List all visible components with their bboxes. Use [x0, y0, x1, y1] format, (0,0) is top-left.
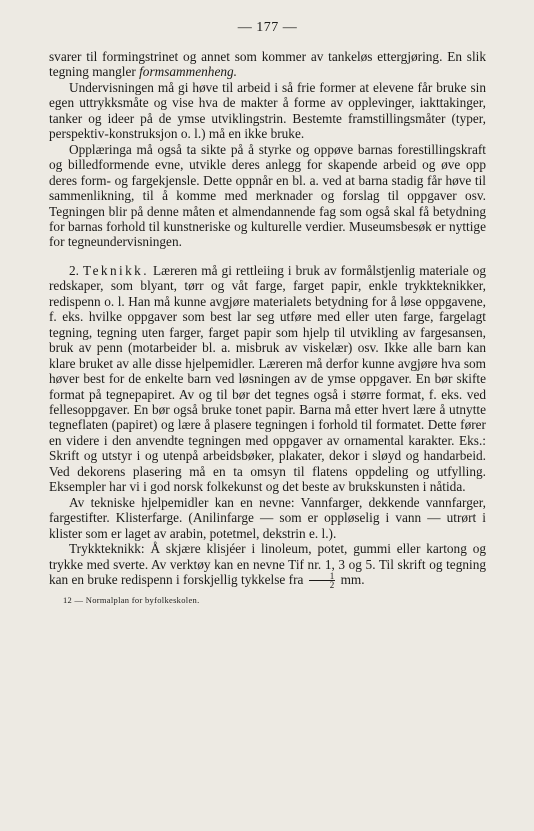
body-text	[49, 49, 486, 589]
paragraph-trykkteknikk-end: mm.	[340, 571, 365, 587]
paragraph-1-text: svarer til formingstrinet og annet som kommer av tankeløs ettergjøring. En slik tegning mangler	[49, 49, 486, 80]
fraction-numerator: 1	[309, 572, 336, 581]
paragraph-trykkteknikk-text: Trykkteknikk: Å skjære klisjéer i linoleum, potet, gummi eller kartong og trykke med sverte. Av verktøy kan en nevne Tif nr. 1, 3 og 5. Til skrift og tegning kan en bruke redispenn i forskjellig tykkelse fra	[49, 541, 486, 587]
paragraph-2: Undervisningen må gi høve til arbeid i så frie former at elevene får bruke sin egen uttrykksmåte og vise hva de makter å forme av opplevinger, iakttakinger, tanker og ideer på de ymse utviklingstrin. Bestemte framstillingsmåter (typer, perspektiv-konstruksjon o. l.) må en ikke bruke.	[49, 79, 486, 142]
paragraph-hjelpemidler: Av tekniske hjelpemidler kan en nevne: Vannfarger, dekkende vannfarger, fargestifter. Klisterfarge. (Anilinfarge — som er oppløselig i vann — utrørt i klister som er laget av arabin, potetmel, dekstrin e. l.).	[49, 494, 486, 541]
footnote: 12 — Normalplan for byfolkeskolen.	[63, 595, 200, 606]
paragraph-3: Opplæringa må også ta sikte på å styrke og oppøve barnas forestillingskraft og billedformende evne, utvikle deres anlegg for skapende arbeid og øve opp deres form- og fargekjensle. Dette oppnår en bl. a. ved at barna stadig får høve til sammenlikning, til å komme med merknader og forslag til oppgaver osv. Tegningen blir på denne måten et almendannende fag som også skal få betydning for barnas forhold til kunstneriske og kulturelle verdier. Museumsbesøk er nyttige for tegneundervisningen.	[49, 141, 486, 250]
paragraph-1	[49, 49, 486, 80]
paragraph-teknikk-text: Læreren må gi rettleiing i bruk av formålstjenlig materiale og redskaper, som blyant, tørr og våt farge, farget papir, enkle trykkteknikker, redispenn o. l. Han må kunne avgjøre materialets betydning for å løse oppgavene, f. eks. hvilke oppgaver som best lar seg utføre med eller uten farge, fargelagt tegning, tegning uten farger, farget papir som hjelp til utvikling av fargesansen, bruk av penn (motarbeider bl. a. misbruk av viskelær) osv. Ikke alle barn kan klare bruket av alle disse hjelpemidler. Læreren må derfor kunne avgjøre hva som høver best for de enkelte barn ved løsningen av de ymse oppgaver. En bør skifte format på tegnepapiret. Av og til bør det tegnes også i større format, f. eks. ved fellesoppgaver. En bør også bruke tonet papir. Barna må etter hvert lære å utnytte tegneflaten (papiret) og lære å plasere tegningen i forhold til formatet. Dette fører en videre i den anvendte tegningen med oppgaver av ornamental karakter. Eks.: Skrift og utstyr i og utenpå arbeidsbøker, plakater, dekor i sløyd og handarbeid. Ved dekorens plasering må en ta omsyn til flatens oppdeling og utfylling. Eksempler har vi i god norsk folkekunst og det beste av brukskunsten i nåtida.	[49, 262, 487, 495]
fraction-denominator: 2	[329, 580, 335, 591]
paragraph-trykkteknikk	[49, 541, 486, 589]
fraction-one-half	[309, 572, 336, 589]
paragraph-teknikk	[49, 263, 486, 495]
page-number: — 177 —	[237, 20, 298, 35]
section-number: 2.	[69, 262, 79, 278]
emphasis-formsammenheng: formsammenheng.	[139, 64, 237, 80]
section-heading-teknikk: Teknikk.	[83, 262, 149, 278]
